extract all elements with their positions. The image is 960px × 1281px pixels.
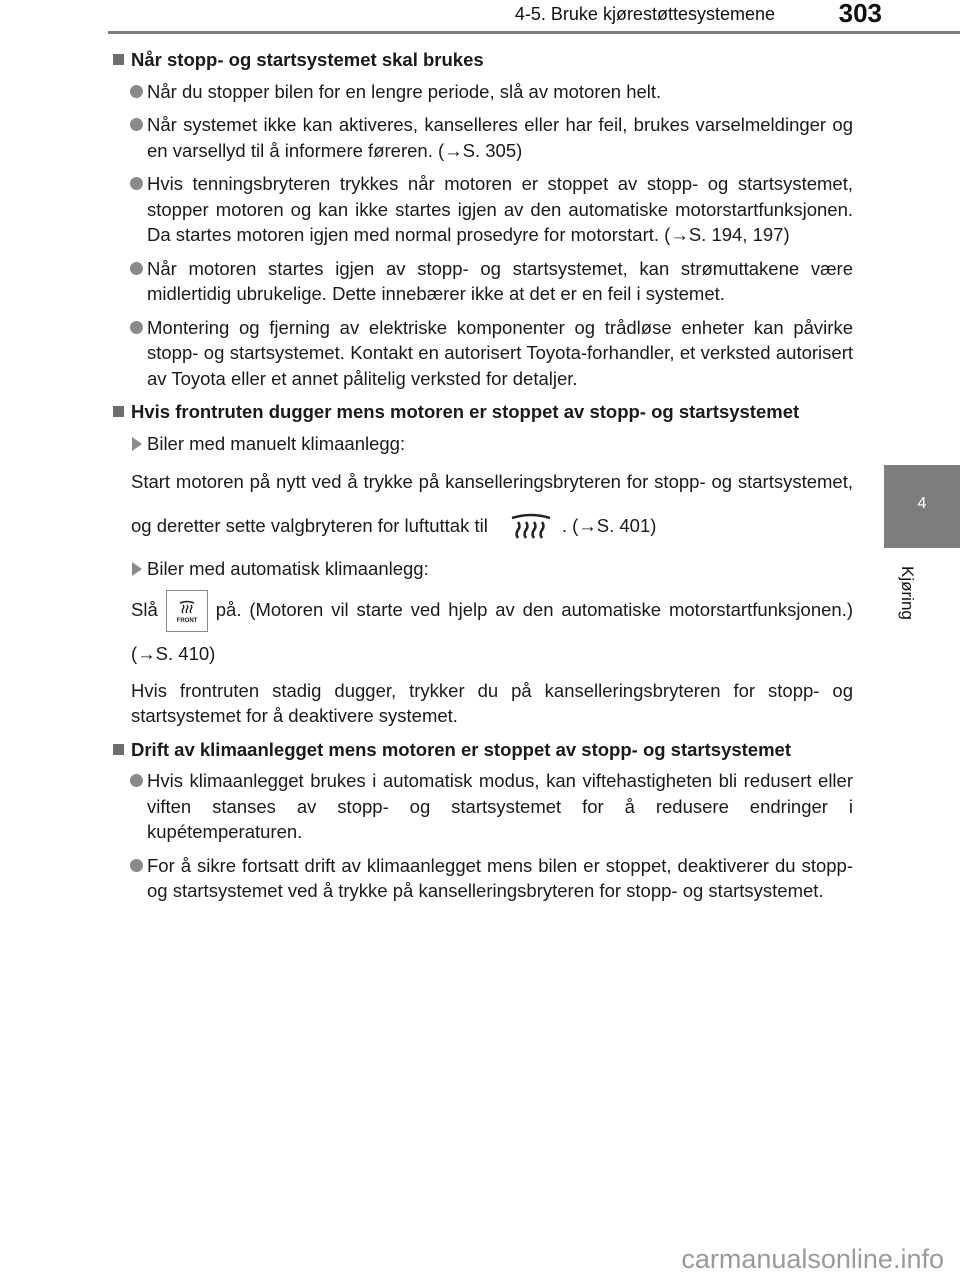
list-item: Montering og fjerning av elektriske komponenter og trådløse enheter kan påvirke stopp- og startsystemet. Kontakt en autorisert Toyota-forhandler, et verksted autorisert av Toyota eller et annet pålitelig verksted for detaljer.	[112, 315, 853, 392]
list-item: Når systemet ikke kan aktiveres, kanselleres eller har feil, brukes varselmeldinger og en varsellyd til å informere føreren. (→S. 305)	[112, 112, 853, 163]
list-item: Når motoren startes igjen av stopp- og startsystemet, kan strømuttakene være midlertidig ubrukelige. Dette innebærer ikke at det er en feil i systemet.	[112, 256, 853, 307]
sub-heading: Biler med manuelt klimaanlegg:	[112, 431, 853, 457]
chapter-tab	[884, 465, 960, 548]
chapter-label: Kjøring	[898, 566, 917, 620]
square-bullet-icon	[113, 744, 124, 755]
circle-bullet-icon	[130, 321, 143, 334]
front-defroster-button-icon	[166, 590, 208, 632]
page-number: 303	[838, 0, 882, 28]
watermark: carmanualsonline.info	[681, 1244, 944, 1274]
header-rule	[108, 31, 960, 34]
circle-bullet-icon	[130, 859, 143, 872]
list-item: Hvis tenningsbryteren trykkes når motoren er stoppet av stopp- og startsystemet, stopper motoren og kan ikke startes igjen av den automatiske motorstartfunksjonen. Da startes motoren igjen med normal prosedyre for motorstart. (→S. 194, 197)	[112, 171, 853, 248]
circle-bullet-icon	[130, 118, 143, 131]
circle-bullet-icon	[130, 774, 143, 787]
section-heading: Når stopp- og startsystemet skal brukes	[112, 47, 853, 73]
chapter-number: 4	[917, 495, 927, 512]
svg-text:FRONT: FRONT	[176, 617, 198, 624]
circle-bullet-icon	[130, 85, 143, 98]
square-bullet-icon	[113, 54, 124, 65]
circle-bullet-icon	[130, 262, 143, 275]
chapter-label-box	[897, 566, 917, 636]
paragraph: Start motoren på nytt ved å trykke på kanselleringsbryteren for stopp- og startsystemet, og deretter sette valgbryteren for luftuttak til . (→S. 401)	[112, 460, 853, 548]
list-item: Når du stopper bilen for en lengre periode, slå av motoren helt.	[112, 79, 853, 105]
triangle-bullet-icon	[132, 437, 142, 451]
sub-heading: Biler med automatisk klimaanlegg:	[112, 556, 853, 582]
circle-bullet-icon	[130, 177, 143, 190]
paragraph: Hvis frontruten stadig dugger, trykker du på kanselleringsbryteren for stopp- og startsystemet for å deaktivere systemet.	[131, 679, 853, 727]
square-bullet-icon	[113, 406, 124, 417]
section-title: 4-5. Bruke kjørestøttesystemene	[514, 4, 775, 24]
section-heading: Hvis frontruten dugger mens motoren er stoppet av stopp- og startsystemet	[112, 399, 853, 425]
page-header	[0, 0, 960, 38]
triangle-bullet-icon	[132, 562, 142, 576]
list-item: Hvis klimaanlegget brukes i automatisk modus, kan viftehastigheten bli redusert eller viften stanses av stopp- og startsystemet for å redusere endringer i kupétemperaturen.	[112, 768, 853, 845]
paragraph: Slå FRONT på. (Motoren vil starte ved hjelp av den automatiske motorstartfunksjonen.) (→S. 410)	[112, 588, 853, 676]
windshield-defroster-icon	[506, 510, 556, 544]
section-heading: Drift av klimaanlegget mens motoren er stoppet av stopp- og startsystemet	[112, 737, 853, 763]
list-item: For å sikre fortsatt drift av klimaanlegget mens bilen er stoppet, deaktiverer du stopp- og startsystemet ved å trykke på kanselleringsbryteren for stopp- og startsystemet.	[112, 853, 853, 904]
page-content	[112, 47, 853, 912]
